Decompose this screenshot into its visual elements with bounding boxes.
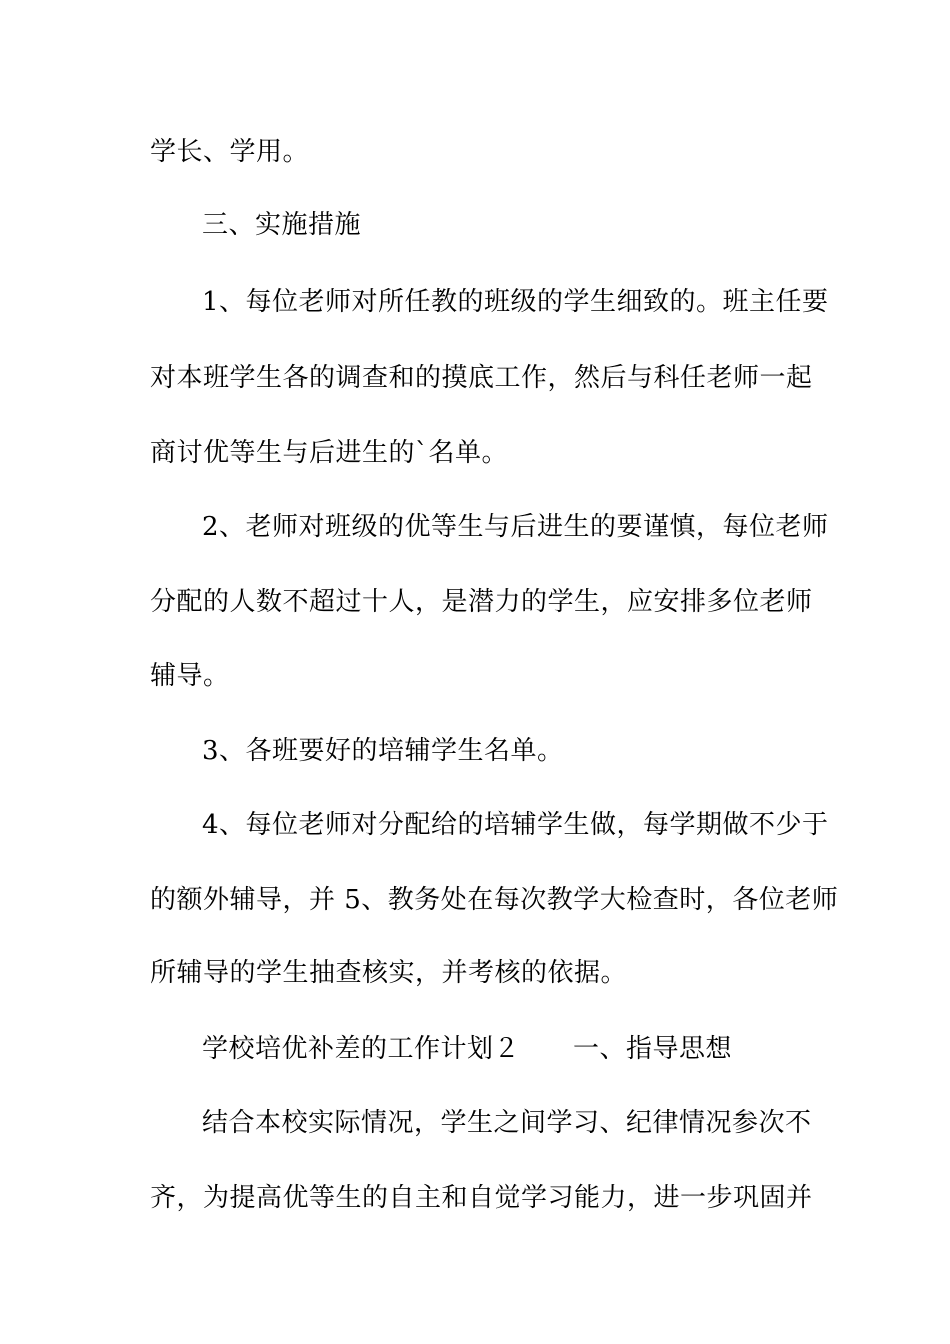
text-line: 的额外辅导，并 5、教务处在每次教学大检查时，各位老师 bbox=[150, 885, 839, 915]
text-line: 齐，为提高优等生的自主和自觉学习能力，进一步巩固并 bbox=[150, 1183, 813, 1213]
text-line: 1、每位老师对所任教的班级的学生细致的。班主任要 bbox=[202, 287, 829, 317]
text-line: 商讨优等生与后进生的`名单。 bbox=[150, 438, 509, 468]
text-line: 分配的人数不超过十人，是潜力的学生，应安排多位老师 bbox=[150, 587, 813, 617]
text-line: 所辅导的学生抽查核实，并考核的依据。 bbox=[150, 958, 628, 988]
text-line: 学长、学用。 bbox=[150, 137, 310, 167]
section-heading: 学校培优补差的工作计划２ 一、指导思想 bbox=[202, 1034, 733, 1064]
text-line: 4、每位老师对分配给的培辅学生做，每学期做不少于 bbox=[202, 810, 829, 840]
text-line: 辅导。 bbox=[150, 661, 230, 691]
section-heading: 三、实施措施 bbox=[202, 210, 362, 240]
text-line: 2、老师对班级的优等生与后进生的要谨慎，每位老师 bbox=[202, 512, 829, 542]
text-line: 结合本校实际情况，学生之间学习、纪律情况参次不 bbox=[202, 1108, 812, 1138]
text-line: 3、各班要好的培辅学生名单。 bbox=[202, 736, 564, 766]
text-line: 对本班学生各的调查和的摸底工作，然后与科任老师一起 bbox=[150, 363, 813, 393]
